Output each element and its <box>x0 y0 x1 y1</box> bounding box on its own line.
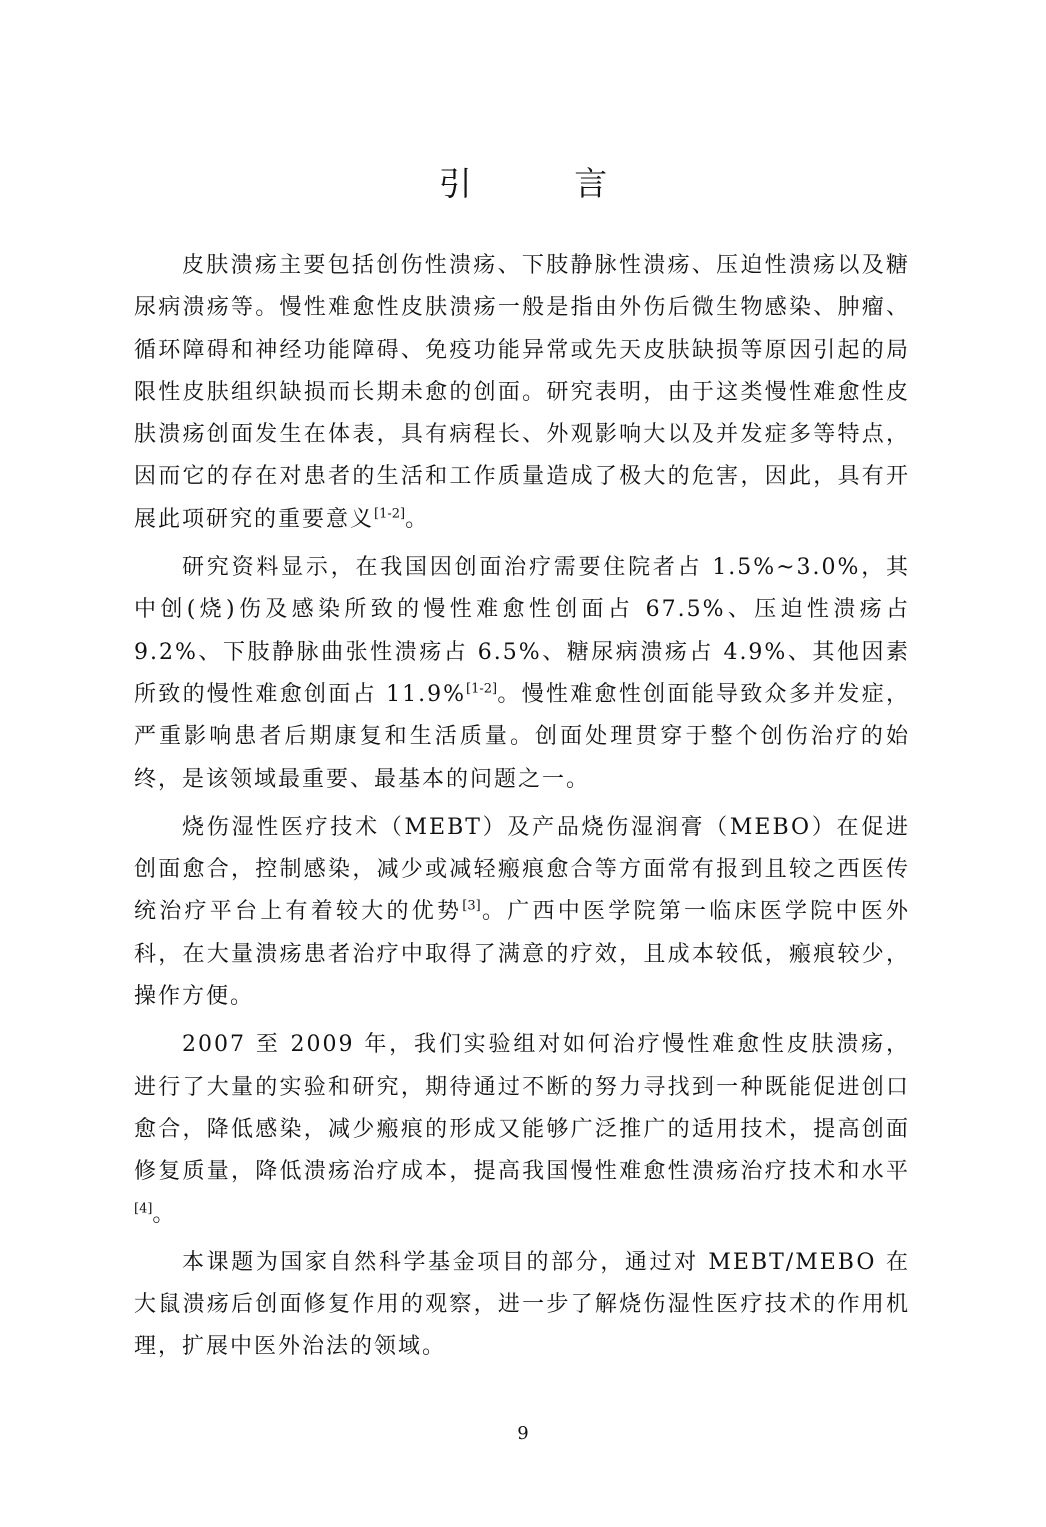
citation-ref: [1-2] <box>374 506 406 522</box>
paragraph-text: 烧伤湿性医疗技术（MEBT）及产品烧伤湿润膏（MEBO）在促进创面愈合，控制感染，减少或减轻瘢痕愈合等方面常有报到且较之西医传统治疗平台上有着较大的优势 <box>134 814 910 925</box>
page-number: 9 <box>517 1423 529 1444</box>
paragraph-tail: 。慢性难愈性创面能导致众多并发症，严重影响患者后期康复和生活质量。创面处理贯穿于整个创伤治疗的始终，是该领域最重要、最基本的问题之一。 <box>134 681 910 792</box>
body-text <box>134 245 910 1375</box>
paragraph-2 <box>134 547 910 801</box>
paragraph-4 <box>134 1024 910 1235</box>
section-title: 引 言 <box>438 164 654 203</box>
paragraph-3 <box>134 807 910 1018</box>
paragraph-text: 2007 至 2009 年，我们实验组对如何治疗慢性难愈性皮肤溃疡，进行了大量的实验和研究，期待通过不断的努力寻找到一种既能促进创口愈合，降低感染，减少瘢痕的形成又能够广泛推广的适用技术，提高创面修复质量，降低溃疡治疗成本，提高我国慢性难愈性溃疡治疗技术和水平 <box>134 1032 910 1185</box>
citation-ref: [3] <box>462 899 481 915</box>
citation-ref: [4] <box>134 1201 153 1217</box>
paragraph-tail: 。 <box>405 506 430 532</box>
citation-ref: [1-2] <box>466 681 498 697</box>
paragraph-tail: 。 <box>152 1201 177 1227</box>
paragraph-text: 本课题为国家自然科学基金项目的部分，通过对 MEBT/MEBO 在大鼠溃疡后创面修复作用的观察，进一步了解烧伤湿性医疗技术的作用机理，扩展中医外治法的领域。 <box>134 1249 910 1360</box>
paragraph-text: 研究资料显示，在我国因创面治疗需要住院者占 1.5%~3.0%，其中创(烧)伤及感染所致的慢性难愈性创面占 67.5%、压迫性溃疡占 9.2%、下肢静脉曲张性溃疡占 6.5%、糖尿病溃疡占 4.9%、其他因素所致的慢性难愈创面占 11.9% <box>134 555 910 707</box>
paragraph-5 <box>134 1242 910 1369</box>
paragraph-1 <box>134 245 910 541</box>
paragraph-tail: 。广西中医学院第一临床医学院中医外科，在大量溃疡患者治疗中取得了满意的疗效，且成本较低，瘢痕较少，操作方便。 <box>134 899 910 1010</box>
paragraph-text: 皮肤溃疡主要包括创伤性溃疡、下肢静脉性溃疡、压迫性溃疡以及糖尿病溃疡等。慢性难愈性皮肤溃疡一般是指由外伤后微生物感染、肿瘤、循环障碍和神经功能障碍、免疫功能异常或先天皮肤缺损等原因引起的局限性皮肤组织缺损而长期未愈的创面。研究表明，由于这类慢性难愈性皮肤溃疡创面发生在体表，具有病程长、外观影响大以及并发症多等特点，因而它的存在对患者的生活和工作质量造成了极大的危害，因此，具有开展此项研究的重要意义 <box>134 253 910 532</box>
